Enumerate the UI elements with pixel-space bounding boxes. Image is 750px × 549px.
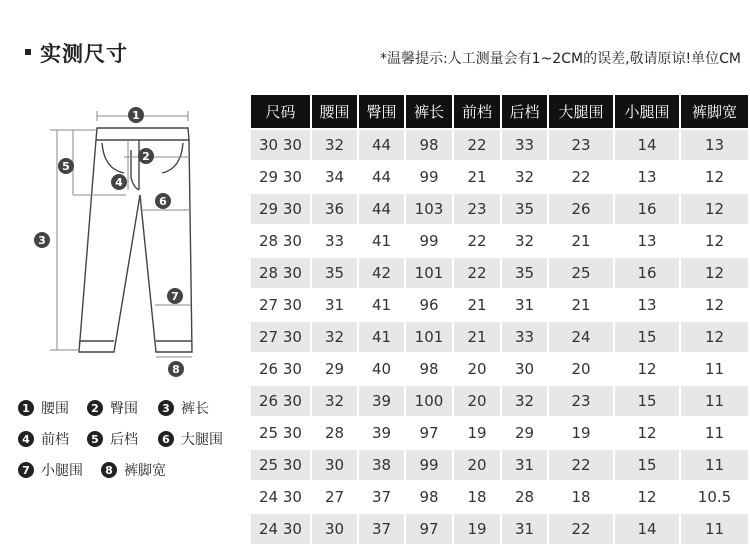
cell-back-rise: 32: [501, 225, 548, 257]
cell-front-rise: 20: [453, 353, 501, 385]
cell-length: 97: [405, 417, 453, 449]
cell-back-rise: 31: [501, 513, 548, 545]
legend-number-2-icon: 2: [87, 400, 103, 416]
cell-back-rise: 29: [501, 417, 548, 449]
legend-item-leg-opening: [101, 460, 166, 480]
cell-back-rise: 31: [501, 289, 548, 321]
cell-leg-opening: 13: [680, 129, 749, 161]
cell-waist: 34: [311, 161, 358, 193]
cell-hip: 39: [358, 385, 405, 417]
cell-calf: 15: [614, 385, 680, 417]
marker-2-label: 2: [142, 150, 150, 163]
cell-front-rise: 21: [453, 321, 501, 353]
legend-label: 大腿围: [181, 432, 223, 448]
cell-hip: 44: [358, 129, 405, 161]
table-row: [250, 417, 749, 449]
table-row: [250, 449, 749, 481]
legend-number-1-icon: 1: [18, 400, 34, 416]
table-row: [250, 513, 749, 545]
cell-length: 101: [405, 257, 453, 289]
cell-leg-opening: 12: [680, 289, 749, 321]
cell-calf: 13: [614, 289, 680, 321]
size-table: [249, 93, 750, 546]
cell-waist: 27: [311, 481, 358, 513]
column-header-waist: 腰围: [311, 94, 358, 129]
cell-size: 24 30: [250, 513, 311, 545]
cell-calf: 12: [614, 481, 680, 513]
cell-back-rise: 31: [501, 449, 548, 481]
cell-front-rise: 22: [453, 225, 501, 257]
cell-size: 27 30: [250, 289, 311, 321]
cell-thigh: 20: [548, 353, 614, 385]
cell-thigh: 21: [548, 289, 614, 321]
cell-waist: 30: [311, 449, 358, 481]
cell-calf: 13: [614, 161, 680, 193]
cell-calf: 14: [614, 129, 680, 161]
table-row: [250, 129, 749, 161]
marker-3-label: 3: [38, 234, 46, 247]
cell-hip: 44: [358, 193, 405, 225]
cell-length: 103: [405, 193, 453, 225]
marker-5-label: 5: [62, 160, 70, 173]
cell-leg-opening: 12: [680, 257, 749, 289]
cell-length: 97: [405, 513, 453, 545]
column-header-leg-opening: 裤脚宽: [680, 94, 749, 129]
column-header-calf: 小腿围: [614, 94, 680, 129]
cell-length: 99: [405, 225, 453, 257]
cell-hip: 37: [358, 513, 405, 545]
legend-number-6-icon: 6: [158, 431, 174, 447]
column-header-hip: 臀围: [358, 94, 405, 129]
column-header-size: 尺码: [250, 94, 311, 129]
cell-length: 99: [405, 161, 453, 193]
legend-item-front-rise: [18, 429, 69, 449]
cell-size: 25 30: [250, 417, 311, 449]
cell-hip: 42: [358, 257, 405, 289]
cell-front-rise: 18: [453, 481, 501, 513]
cell-leg-opening: 12: [680, 193, 749, 225]
cell-thigh: 23: [548, 129, 614, 161]
cell-thigh: 22: [548, 161, 614, 193]
cell-size: 25 30: [250, 449, 311, 481]
cell-calf: 14: [614, 513, 680, 545]
cell-calf: 13: [614, 225, 680, 257]
cell-waist: 32: [311, 321, 358, 353]
cell-thigh: 25: [548, 257, 614, 289]
cell-length: 98: [405, 129, 453, 161]
pants-diagram: [0, 95, 245, 395]
cell-thigh: 22: [548, 513, 614, 545]
cell-front-rise: 22: [453, 129, 501, 161]
cell-length: 100: [405, 385, 453, 417]
cell-length: 98: [405, 353, 453, 385]
cell-leg-opening: 11: [680, 513, 749, 545]
table-row: [250, 161, 749, 193]
column-header-length: 裤长: [405, 94, 453, 129]
cell-size: 26 30: [250, 385, 311, 417]
cell-leg-opening: 11: [680, 449, 749, 481]
cell-front-rise: 22: [453, 257, 501, 289]
cell-waist: 32: [311, 385, 358, 417]
cell-hip: 40: [358, 353, 405, 385]
cell-waist: 28: [311, 417, 358, 449]
measurement-note: *温馨提示:人工测量会有1~2CM的误差,敬请原谅!单位CM: [379, 51, 741, 67]
marker-7-label: 7: [171, 290, 179, 303]
cell-calf: 12: [614, 353, 680, 385]
cell-waist: 29: [311, 353, 358, 385]
legend-item-back-rise: [87, 429, 138, 449]
column-header-back-rise: 后档: [501, 94, 548, 129]
cell-thigh: 23: [548, 385, 614, 417]
cell-thigh: 19: [548, 417, 614, 449]
cell-waist: 36: [311, 193, 358, 225]
title-bullet: [25, 49, 31, 55]
cell-waist: 30: [311, 513, 358, 545]
cell-size: 26 30: [250, 353, 311, 385]
legend-label: 裤脚宽: [124, 463, 166, 479]
table-header-row: [250, 94, 749, 129]
cell-leg-opening: 12: [680, 321, 749, 353]
table-row: [250, 289, 749, 321]
cell-thigh: 21: [548, 225, 614, 257]
column-header-front-rise: 前档: [453, 94, 501, 129]
legend-label: 腰围: [41, 401, 69, 417]
cell-size: 28 30: [250, 225, 311, 257]
cell-leg-opening: 10.5: [680, 481, 749, 513]
cell-back-rise: 35: [501, 257, 548, 289]
column-header-thigh: 大腿围: [548, 94, 614, 129]
legend-label: 裤长: [181, 401, 209, 417]
cell-back-rise: 28: [501, 481, 548, 513]
cell-hip: 44: [358, 161, 405, 193]
cell-front-rise: 20: [453, 449, 501, 481]
cell-back-rise: 32: [501, 161, 548, 193]
cell-leg-opening: 11: [680, 385, 749, 417]
legend-item-hip: [87, 398, 138, 418]
legend-number-4-icon: 4: [18, 431, 34, 447]
table-row: [250, 257, 749, 289]
cell-hip: 38: [358, 449, 405, 481]
cell-waist: 33: [311, 225, 358, 257]
cell-leg-opening: 11: [680, 353, 749, 385]
legend-item-thigh: [158, 429, 223, 449]
table-row: [250, 481, 749, 513]
cell-waist: 32: [311, 129, 358, 161]
legend-number-7-icon: 7: [18, 462, 34, 478]
table-body: [250, 129, 749, 545]
cell-size: 29 30: [250, 161, 311, 193]
legend-number-5-icon: 5: [87, 431, 103, 447]
cell-hip: 39: [358, 417, 405, 449]
cell-leg-opening: 12: [680, 225, 749, 257]
cell-length: 101: [405, 321, 453, 353]
cell-thigh: 24: [548, 321, 614, 353]
cell-size: 28 30: [250, 257, 311, 289]
cell-back-rise: 35: [501, 193, 548, 225]
cell-length: 99: [405, 449, 453, 481]
cell-thigh: 18: [548, 481, 614, 513]
legend-label: 后档: [110, 432, 138, 448]
cell-calf: 12: [614, 417, 680, 449]
cell-front-rise: 20: [453, 385, 501, 417]
cell-back-rise: 33: [501, 321, 548, 353]
cell-front-rise: 21: [453, 289, 501, 321]
legend-item-waist: [18, 398, 69, 418]
cell-waist: 31: [311, 289, 358, 321]
legend-number-3-icon: 3: [158, 400, 174, 416]
cell-leg-opening: 11: [680, 417, 749, 449]
legend-item-length: [158, 398, 209, 418]
cell-size: 24 30: [250, 481, 311, 513]
cell-back-rise: 32: [501, 385, 548, 417]
legend-label: 小腿围: [41, 463, 83, 479]
cell-back-rise: 33: [501, 129, 548, 161]
legend-label: 臀围: [110, 401, 138, 417]
cell-size: 27 30: [250, 321, 311, 353]
cell-hip: 41: [358, 289, 405, 321]
cell-leg-opening: 12: [680, 161, 749, 193]
table-row: [250, 193, 749, 225]
cell-front-rise: 23: [453, 193, 501, 225]
cell-calf: 16: [614, 193, 680, 225]
cell-calf: 16: [614, 257, 680, 289]
table-row: [250, 385, 749, 417]
cell-front-rise: 19: [453, 513, 501, 545]
table-row: [250, 225, 749, 257]
legend-label: 前档: [41, 432, 69, 448]
marker-8-label: 8: [172, 363, 180, 376]
marker-1-label: 1: [132, 109, 140, 122]
cell-length: 98: [405, 481, 453, 513]
page-title: 实测尺寸: [40, 42, 128, 66]
marker-6-label: 6: [159, 195, 167, 208]
cell-size: 29 30: [250, 193, 311, 225]
legend-number-8-icon: 8: [101, 462, 117, 478]
cell-thigh: 26: [548, 193, 614, 225]
legend-item-calf: [18, 460, 83, 480]
marker-4-label: 4: [115, 176, 123, 189]
cell-front-rise: 19: [453, 417, 501, 449]
cell-front-rise: 21: [453, 161, 501, 193]
cell-hip: 41: [358, 321, 405, 353]
cell-size: 30 30: [250, 129, 311, 161]
cell-waist: 35: [311, 257, 358, 289]
cell-length: 96: [405, 289, 453, 321]
table-row: [250, 321, 749, 353]
cell-thigh: 22: [548, 449, 614, 481]
cell-hip: 41: [358, 225, 405, 257]
cell-hip: 37: [358, 481, 405, 513]
cell-calf: 15: [614, 449, 680, 481]
table-row: [250, 353, 749, 385]
cell-back-rise: 30: [501, 353, 548, 385]
cell-calf: 15: [614, 321, 680, 353]
